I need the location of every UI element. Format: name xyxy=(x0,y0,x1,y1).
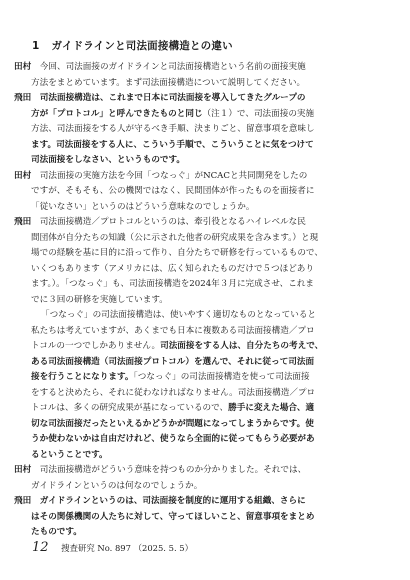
text-line xyxy=(14,417,388,433)
text-run: （注１）で、司法面接の実施 xyxy=(202,108,315,119)
text-line xyxy=(14,479,388,495)
text-run: 司法面接構造／プロトコルというのは、牽引役となるハイレベルな民 xyxy=(39,217,306,227)
section-heading xyxy=(32,38,233,53)
page-number: 12 xyxy=(32,540,49,555)
text-line xyxy=(14,494,388,510)
text-run: 方法、司法面接をする人が守るべき手順、決まりごと、留意事項を意味し xyxy=(31,124,315,134)
text-line xyxy=(14,91,388,107)
text-run: をすると決めたら、それに従わなければなりません。司法面接構造／プロ xyxy=(31,387,316,398)
issue-number: No. 897 xyxy=(97,543,131,553)
text-run: いくつもあります（アメリカには、広く知られたものだけで５つほどあり xyxy=(31,263,314,274)
dialogue-paragraph xyxy=(14,60,388,91)
text-line xyxy=(14,324,388,340)
text-line xyxy=(14,277,388,293)
text-line xyxy=(14,200,388,216)
bold-text: 接を行うことになります。 xyxy=(31,372,134,382)
dialogue-paragraph xyxy=(14,308,388,463)
bold-text: たものです。 xyxy=(31,527,82,537)
bold-text: ます。司法面接をする人に、こういう手順で、こういうことに気をつけて xyxy=(31,139,314,150)
dialogue-paragraph xyxy=(14,463,388,494)
bold-text: 勝手に変えた場合、適 xyxy=(228,403,315,413)
speaker-name: 田村 xyxy=(14,170,40,181)
dialogue-paragraph xyxy=(14,215,388,308)
text-line xyxy=(14,525,388,541)
bold-text: 司法面接をする人は、自分たちの考えで、 xyxy=(160,341,324,351)
speaker-name: 飛田 xyxy=(14,496,40,506)
bold-text: ガイドラインというのは、司法面接を制度的に運用する組織、さらに xyxy=(39,496,306,506)
text-run: 「つなっぐ」の司法面接構造は、使いやすく適切なものとなっていると xyxy=(41,310,317,320)
text-line xyxy=(14,76,388,92)
speaker-name: 田村 xyxy=(14,62,40,72)
text-line xyxy=(14,432,388,448)
bold-text: 切な司法面接だったといえるかどうかが問題になってしまうからです。使 xyxy=(31,418,314,429)
text-line xyxy=(14,401,388,417)
text-line xyxy=(14,184,388,200)
section-number: 1 xyxy=(32,40,40,52)
text-run: 間団体が自分たちの知識（公に示された他者の研究成果を含みます。）と現 xyxy=(31,232,319,243)
bold-text: ある司法面接構造（司法面接プロトコル）を選んで、それに従って司法面 xyxy=(31,356,315,367)
text-line xyxy=(14,169,388,185)
text-run: ます。）。「つなっぐ」も、司法面接構造を2024年３月に完成させ、これま xyxy=(31,279,315,289)
text-run: 司法面接の実施方法を今回「つなっぐ」がNCACと共同開発をしたの xyxy=(39,170,308,181)
bold-text: 司法面接構造は、これまで日本に司法面接を導入してきたグループの xyxy=(39,93,306,103)
text-run: 方法をまとめています。まず司法面接構造について説明してください。 xyxy=(31,77,306,88)
dialogue-paragraph xyxy=(14,494,388,541)
page-footer xyxy=(32,540,193,555)
text-run: 今回、司法面接のガイドラインと司法面接構造という名前の面接実施 xyxy=(39,62,306,72)
text-line xyxy=(14,107,388,123)
text-run: 「つなっぐ」の司法面接構造を使って司法面接 xyxy=(133,372,310,382)
dialogue-body xyxy=(14,60,388,541)
issue-date: （2025. 5. 5） xyxy=(133,543,193,553)
text-line xyxy=(14,370,388,386)
text-line xyxy=(14,448,388,464)
journal-name: 捜査研究 xyxy=(61,543,95,553)
text-run: 場での経験を基に目的に沿って作り、自分たちで研修を行っているもので、 xyxy=(31,248,323,258)
bold-text: 方が「プロトコル」と呼んできたものと同じ xyxy=(31,108,203,119)
text-run: トコルの一つでしかありません。 xyxy=(31,341,161,351)
dialogue-paragraph xyxy=(14,169,388,216)
text-line xyxy=(14,510,388,526)
bold-text: はその関係機関の人たちに対して、守ってほしいこと、留意事項をまとめ xyxy=(31,511,315,522)
text-line xyxy=(14,293,388,309)
text-line xyxy=(14,122,388,138)
dialogue-paragraph xyxy=(14,91,388,169)
speaker-name: 飛田 xyxy=(14,93,40,103)
text-line xyxy=(14,215,388,231)
text-line xyxy=(14,246,388,262)
bold-text: 司法面接をしなさい、というものです。 xyxy=(31,155,186,165)
text-line xyxy=(14,355,388,371)
bold-text: るということです。 xyxy=(31,449,108,460)
text-line xyxy=(14,60,388,76)
text-run: 司法面接構造がどういう意味を持つものか分かりました。それでは、 xyxy=(39,465,307,475)
text-line xyxy=(14,138,388,154)
text-run: 私たちは考えていますが、あくまでも日本に複数ある司法面接構造／プロ xyxy=(31,325,315,336)
speaker-name: 飛田 xyxy=(14,217,40,227)
text-run: ですが、そもそも、公の機関ではなく、民間団体が作ったものを面接者に xyxy=(31,186,315,196)
text-run: トコルは、多くの研究成果が基になっているので、 xyxy=(31,403,229,413)
text-line xyxy=(14,262,388,278)
text-run: でに３回の研修を実施しています。 xyxy=(31,294,168,305)
text-line xyxy=(14,386,388,402)
section-title: ガイドラインと司法面接構造との違い xyxy=(51,40,233,52)
text-line xyxy=(14,463,388,479)
bold-text: うか使わないかは自由だけれど、使うなら全面的に従ってもらう必要があ xyxy=(31,434,315,444)
text-run: 「従いなさい」というのはどういう意味なのでしょうか。 xyxy=(31,201,255,212)
text-run: ガイドラインというのは何なのでしょうか。 xyxy=(31,480,203,491)
text-line xyxy=(14,153,388,169)
text-line xyxy=(14,231,388,247)
text-line xyxy=(14,308,388,324)
text-line xyxy=(14,339,388,355)
speaker-name: 田村 xyxy=(14,465,40,475)
